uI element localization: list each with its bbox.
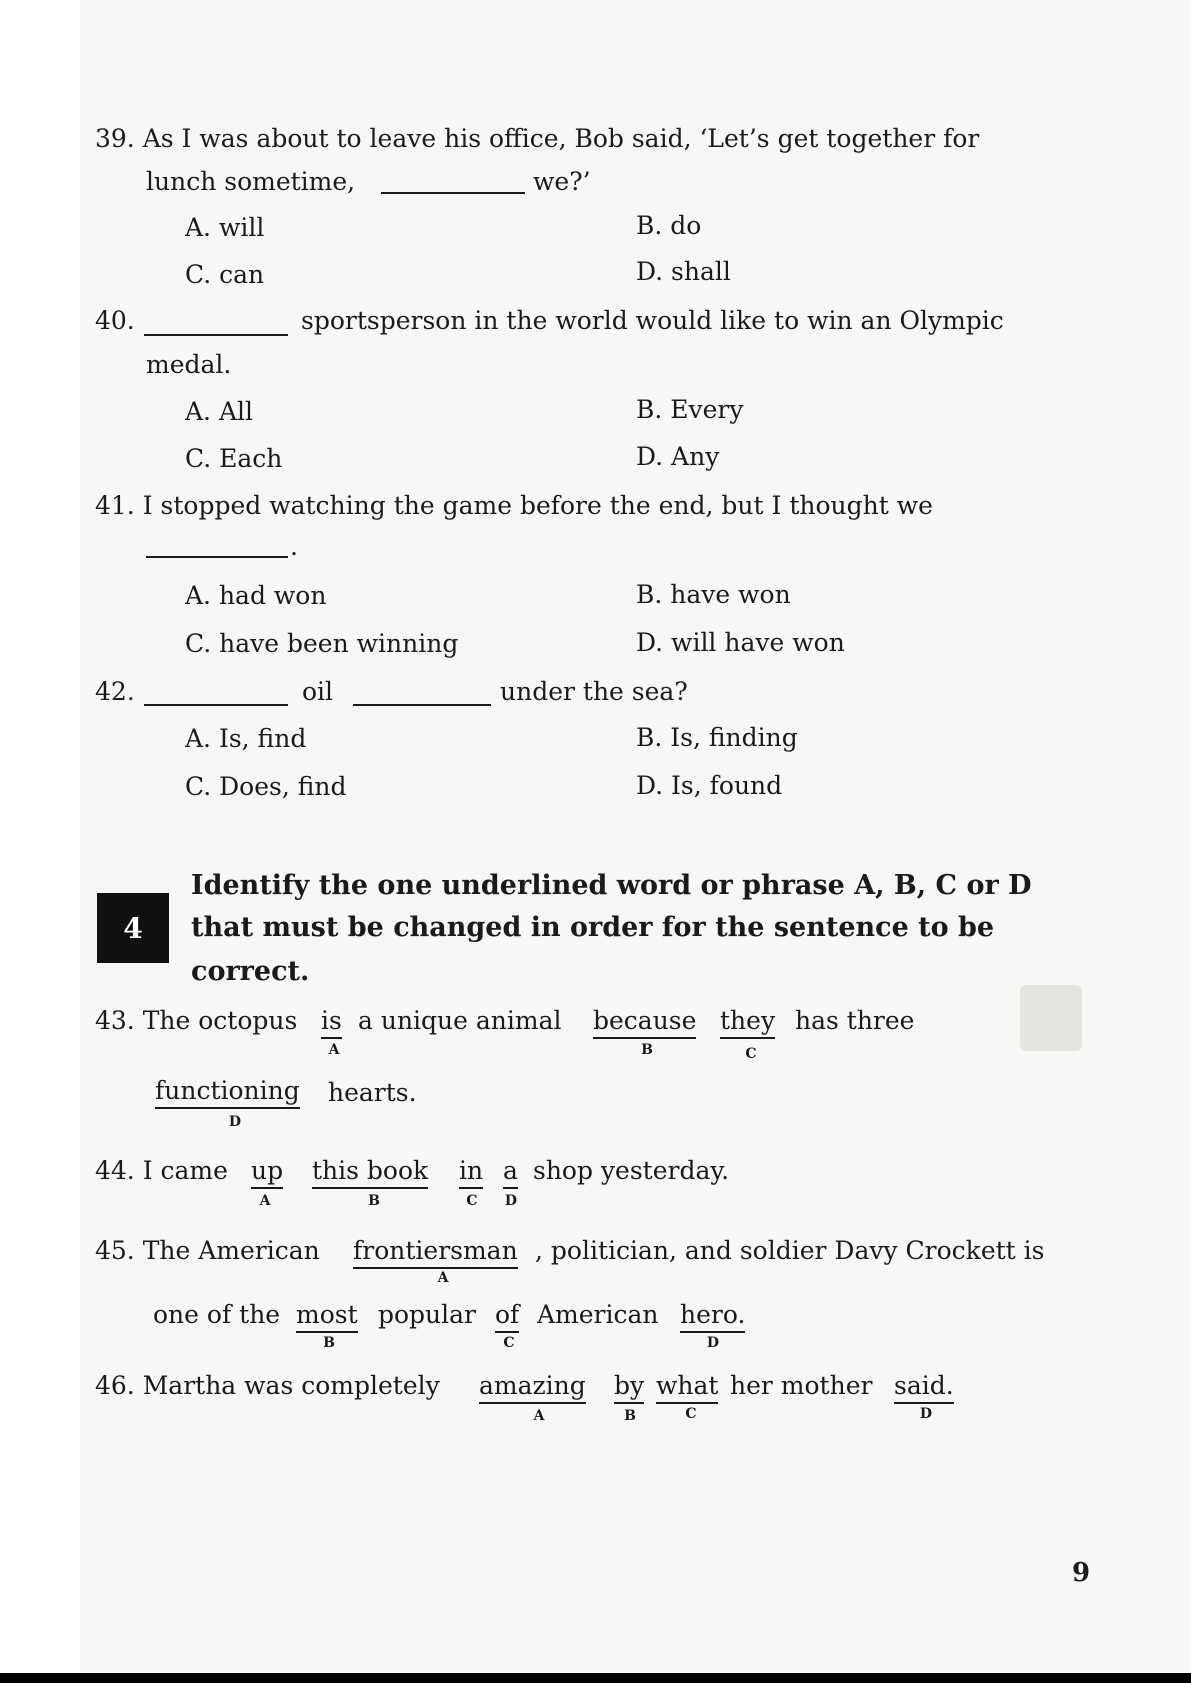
q43-letter-a: A — [328, 1042, 340, 1058]
q42-option-d: D. Is, found — [636, 771, 783, 800]
q43-underline-b: because — [593, 1006, 696, 1039]
q46-underline-d: said. — [894, 1371, 954, 1404]
q43-underline-d: functioning — [155, 1076, 300, 1109]
q39-line1: 39. As I was about to leave his office, Bob said, ‘Let’s get together for — [95, 124, 980, 153]
scan-smudge — [1020, 985, 1082, 1051]
q44-pre: 44. I came — [95, 1156, 228, 1185]
q41-blank — [146, 556, 288, 558]
q40-option-a: A. All — [185, 397, 253, 426]
section-instruction-line1: Identify the one underlined word or phrase A, B, C or D — [191, 870, 1032, 901]
q39-line2-pre: lunch sometime, — [146, 167, 356, 196]
q45-pre: 45. The American — [95, 1236, 320, 1265]
q45-letter-c: C — [503, 1335, 515, 1351]
q42-option-a: A. Is, find — [185, 724, 307, 753]
q46-mid: her mother — [730, 1371, 873, 1400]
q45-underline-a: frontiersman — [353, 1236, 518, 1269]
q39-option-b: B. do — [636, 211, 702, 240]
q43-mid1: a unique animal — [358, 1006, 562, 1035]
q40-option-b: B. Every — [636, 395, 744, 424]
q44-underline-c: in — [459, 1156, 483, 1189]
q44-underline-b: this book — [312, 1156, 428, 1189]
q43-post2: hearts. — [328, 1078, 417, 1107]
q41-end: . — [290, 532, 298, 561]
q42-option-b: B. Is, finding — [636, 723, 798, 752]
q45-underline-d: hero. — [680, 1300, 745, 1333]
q41-option-a: A. had won — [185, 581, 327, 610]
q42-option-c: C. Does, find — [185, 772, 347, 801]
section-instruction-line3: correct. — [191, 956, 310, 987]
q40-number: 40. — [95, 306, 135, 335]
bottom-border — [0, 1673, 1191, 1683]
q43-underline-a: is — [321, 1006, 342, 1039]
q44-post: shop yesterday. — [533, 1156, 730, 1185]
q46-pre: 46. Martha was completely — [95, 1371, 440, 1400]
q46-underline-a: amazing — [479, 1371, 586, 1404]
q42-number: 42. — [95, 677, 135, 706]
q45-mid2: American — [537, 1300, 659, 1329]
q40-line2: medal. — [146, 350, 232, 379]
q46-underline-b: by — [614, 1371, 644, 1404]
q44-letter-d: D — [504, 1193, 518, 1209]
q43-letter-d: D — [228, 1114, 242, 1130]
q40-line1-post: sportsperson in the world would like to win an Olympic — [301, 306, 1004, 335]
q39-option-d: D. shall — [636, 257, 731, 286]
page-background — [80, 0, 1191, 1683]
q40-option-d: D. Any — [636, 442, 720, 471]
q39-line2-post: we?’ — [533, 167, 591, 196]
q40-blank — [144, 334, 288, 336]
q45-mid: popular — [378, 1300, 477, 1329]
q46-letter-d: D — [919, 1406, 933, 1422]
q40-option-c: C. Each — [185, 444, 283, 473]
q41-option-b: B. have won — [636, 580, 791, 609]
q42-post: under the sea? — [500, 677, 688, 706]
page-number: 9 — [1072, 1558, 1091, 1588]
q44-underline-a: up — [251, 1156, 283, 1189]
q42-blank-2 — [353, 704, 491, 706]
q44-letter-b: B — [368, 1193, 380, 1209]
q43-letter-b: B — [641, 1042, 653, 1058]
q45-post1: , politician, and soldier Davy Crockett is — [535, 1236, 1045, 1265]
section-number-badge: 4 — [97, 893, 169, 963]
q45-letter-b: B — [323, 1335, 335, 1351]
q39-option-a: A. will — [185, 213, 265, 242]
q41-option-d: D. will have won — [636, 628, 845, 657]
q45-underline-b: most — [296, 1300, 358, 1333]
q43-letter-c: C — [745, 1046, 757, 1062]
section-instruction-line2: that must be changed in order for the sentence to be — [191, 912, 995, 943]
q39-option-c: C. can — [185, 260, 265, 289]
q41-line1: 41. I stopped watching the game before the end, but I thought we — [95, 491, 933, 520]
q43-post1: has three — [795, 1006, 915, 1035]
q45-underline-c: of — [495, 1300, 519, 1333]
q45-letter-a: A — [437, 1270, 449, 1286]
q45-pre2: one of the — [153, 1300, 281, 1329]
q42-mid: oil — [302, 677, 334, 706]
q45-letter-d: D — [706, 1335, 720, 1351]
q41-option-c: C. have been winning — [185, 629, 459, 658]
q39-blank — [381, 192, 525, 194]
q42-blank-1 — [144, 704, 288, 706]
q44-letter-c: C — [466, 1193, 478, 1209]
q46-letter-b: B — [624, 1408, 636, 1424]
q44-underline-d: a — [503, 1156, 518, 1189]
q43-underline-c: they — [720, 1006, 775, 1039]
q46-letter-a: A — [533, 1408, 545, 1424]
q46-letter-c: C — [685, 1406, 697, 1422]
q44-letter-a: A — [259, 1193, 271, 1209]
q43-pre: 43. The octopus — [95, 1006, 298, 1035]
q46-underline-c: what — [656, 1371, 718, 1404]
